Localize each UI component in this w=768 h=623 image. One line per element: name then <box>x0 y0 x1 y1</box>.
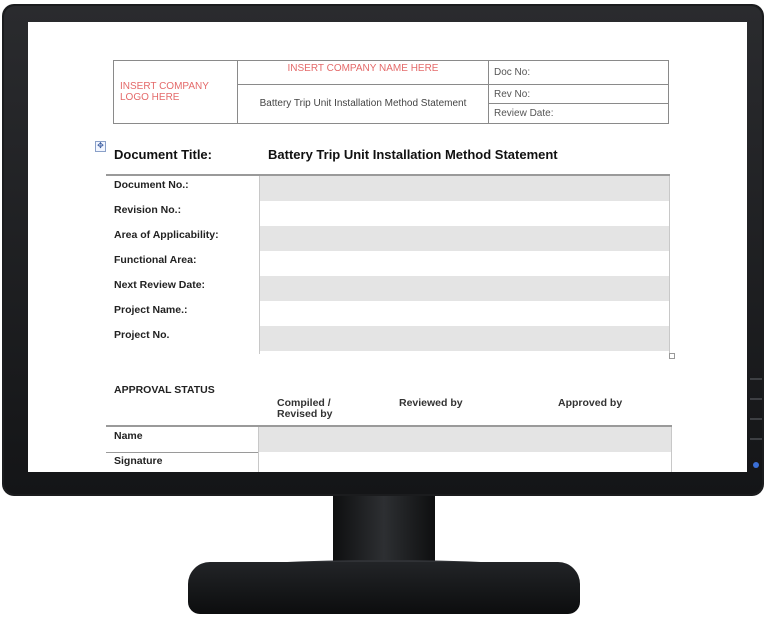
approval-row-label: Signature <box>114 455 163 467</box>
table-divider <box>259 176 260 354</box>
monitor-button[interactable] <box>750 378 762 380</box>
table-row <box>106 301 670 326</box>
table-row <box>106 427 672 452</box>
method-statement-title: Battery Trip Unit Installation Method Statement <box>238 84 489 123</box>
document-title-value: Battery Trip Unit Installation Method Statement <box>268 147 558 162</box>
revision-no-field[interactable] <box>260 201 670 226</box>
functional-area-field[interactable] <box>260 251 670 276</box>
monitor-neck <box>333 496 435 568</box>
review-date-label: Review Date: <box>489 104 669 124</box>
approval-name-field[interactable] <box>258 427 672 452</box>
table-divider <box>671 427 672 472</box>
company-name-placeholder: INSERT COMPANY NAME HERE <box>238 61 489 85</box>
table-row <box>106 276 670 301</box>
field-label: Document No.: <box>114 179 189 191</box>
field-label: Project Name.: <box>114 304 188 316</box>
approval-column-compiled: Compiled / Revised by <box>277 397 333 420</box>
approval-column-reviewed: Reviewed by <box>399 397 463 409</box>
power-indicator-icon[interactable] <box>753 462 759 468</box>
rev-no-label: Rev No: <box>489 84 669 104</box>
field-label: Revision No.: <box>114 204 182 216</box>
approval-signature-field[interactable] <box>258 452 672 472</box>
table-row <box>106 226 670 251</box>
table-row <box>106 176 670 201</box>
table-row <box>106 251 670 276</box>
doc-no-label: Doc No: <box>489 61 669 85</box>
field-label: Next Review Date: <box>114 279 206 291</box>
approval-row-label: Name <box>114 430 143 442</box>
field-label: Functional Area: <box>114 254 197 266</box>
next-review-date-field[interactable] <box>260 276 670 301</box>
monitor-button[interactable] <box>750 398 762 400</box>
monitor-button[interactable] <box>750 438 762 440</box>
monitor-button[interactable] <box>750 418 762 420</box>
header-table <box>113 60 669 124</box>
project-name-field[interactable] <box>260 301 670 326</box>
approval-status-heading: APPROVAL STATUS <box>114 384 215 396</box>
document-screen <box>28 22 747 472</box>
field-label: Area of Applicability: <box>114 229 219 241</box>
monitor-side-buttons <box>750 378 764 468</box>
monitor-base <box>188 562 580 614</box>
area-of-applicability-field[interactable] <box>260 226 670 251</box>
table-row <box>106 201 670 226</box>
table-row <box>106 326 670 351</box>
project-no-field[interactable] <box>260 326 670 351</box>
table-resize-handle[interactable] <box>669 353 675 359</box>
company-logo-placeholder: INSERT COMPANY LOGO HERE <box>114 61 238 124</box>
table-divider <box>669 176 670 354</box>
document-no-field[interactable] <box>260 176 670 201</box>
table-move-handle-icon[interactable]: ✥ <box>95 141 106 152</box>
table-divider <box>258 427 259 472</box>
approval-column-approved: Approved by <box>558 397 623 409</box>
field-label: Project No. <box>114 329 170 341</box>
table-row <box>106 452 672 472</box>
document-title-label: Document Title: <box>114 147 212 162</box>
